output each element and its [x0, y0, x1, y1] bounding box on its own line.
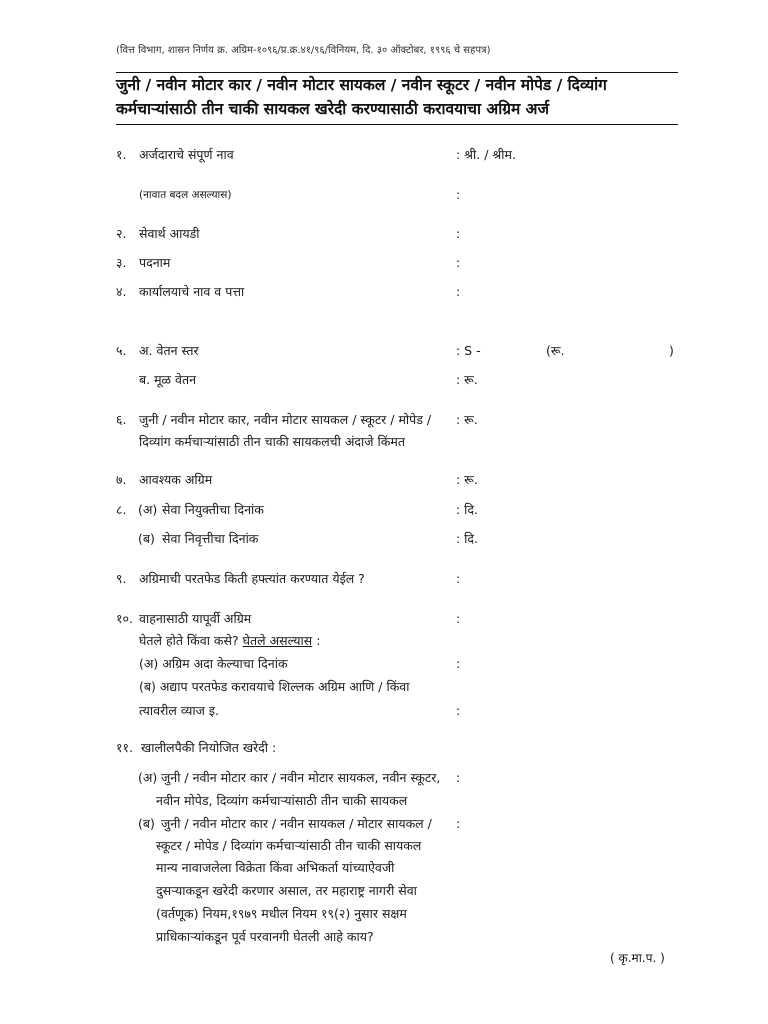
field-label: आवश्यक अग्रिम [139, 472, 213, 487]
field-label: (अ) अग्रिम अदा केल्याचा दिनांक [139, 656, 288, 671]
label-part: घेतले होते किंवा कसे? [139, 633, 239, 648]
field-label: अग्रिमाची परतफेड किती हफ्त्यांत करण्यात येईल ? [139, 571, 365, 586]
sub-marker: (अ) [138, 770, 158, 785]
item-number: ३. [116, 255, 127, 270]
field-label: प्राधिकाऱ्यांकडून पूर्व परवानगी घेतली आहे काय? [156, 929, 374, 944]
field-label: वाहनासाठी यापूर्वी अग्रिम [139, 611, 252, 626]
field-value[interactable]: : [456, 611, 461, 626]
item-number: ९. [116, 571, 127, 586]
header-note: (वित्त विभाग, शासन निर्णय क्र. अग्रिम-१०९६/प्र.क्र.४१/९६/विनियम, दि. ३० ऑक्टोबर, १९९६ चे सहपत्र) [116, 45, 491, 56]
label-underlined: घेतले असल्यास [242, 633, 313, 648]
field-label: सेवार्थ आयडी [139, 226, 200, 241]
field-label: मान्य नावाजलेला विक्रेता किंवा अभिकर्ता यांच्याऐवजी [156, 860, 395, 875]
title-bottom-rule [116, 124, 678, 125]
field-value[interactable]: : श्री. / श्रीम. [456, 147, 516, 162]
field-label: जुनी / नवीन मोटार कार / नवीन मोटार सायकल, नवीन स्कूटर, [161, 770, 441, 785]
field-label: सेवा नियुक्तीचा दिनांक [162, 502, 264, 517]
field-label: पदनाम [139, 255, 171, 270]
field-value[interactable]: : [456, 703, 461, 718]
page-continued-note: ( कृ.मा.प. ) [610, 951, 665, 965]
item-number: २. [116, 226, 127, 241]
field-label: दिव्यांग कर्मचाऱ्यांसाठी तीन चाकी सायकलची अंदाजे किंमत [139, 434, 405, 449]
form-title: जुनी / नवीन मोटार कार / नवीन मोटार सायकल / नवीन स्कूटर / नवीन मोपेड / दिव्यांग कर्मचाऱ्यांसाठी तीन चाकी सायकल खरेदी करण्यासाठी करावयाचा अग्रिम अर्ज [116, 76, 607, 118]
field-label [139, 632, 469, 650]
field-label: (वर्तणूक) नियम,१९७९ मधील नियम १९(२) नुसार सक्षम [156, 906, 407, 921]
field-value[interactable]: : [456, 226, 461, 241]
field-value[interactable]: : [456, 656, 461, 671]
field-label: अर्जदाराचे संपूर्ण नाव [139, 147, 234, 162]
sub-marker: (अ) [138, 502, 158, 517]
field-label: जुनी / नवीन मोटार कार / नवीन सायकल / मोटार सायकल / [161, 816, 432, 831]
field-label: दुसऱ्याकडून खरेदी करणार असाल, तर महाराष्ट्र नागरी सेवा [156, 883, 417, 898]
item-number: ८. [116, 502, 127, 517]
field-label: जुनी / नवीन मोटार कार, नवीन मोटार सायकल / स्कूटर / मोपेड / [139, 412, 432, 427]
pay-amount-close: ) [669, 343, 674, 358]
field-label: (नावात बदल असल्यास) [139, 189, 232, 201]
field-value[interactable]: : [456, 770, 461, 785]
item-number: ७. [116, 472, 127, 487]
item-number: ६. [116, 412, 127, 427]
label-colon: : [312, 633, 321, 648]
field-value[interactable]: : दि. [456, 502, 479, 517]
field-label: कार्यालयाचे नाव व पत्ता [139, 284, 245, 299]
field-label: नवीन मोपेड, दिव्यांग कर्मचाऱ्यांसाठी तीन चाकी सायकल [156, 793, 408, 808]
field-label: ब. मूळ वेतन [139, 372, 197, 387]
item-number: १०. [116, 611, 133, 626]
sub-marker: (ब) [138, 531, 155, 546]
field-value[interactable]: : रू. [456, 472, 478, 487]
field-label: अ. वेतन स्तर [139, 343, 199, 358]
field-label: खालीलपैकी नियोजित खरेदी : [141, 740, 277, 755]
field-label: (ब) अद्याप परतफेड करावयाचे शिल्लक अग्रिम आणि / किंवा [139, 679, 410, 694]
field-label: स्कूटर / मोपेड / दिव्यांग कर्मचाऱ्यांसाठी तीन चाकी सायकल [156, 838, 422, 853]
field-value[interactable]: : [456, 816, 461, 831]
field-value[interactable]: : [456, 187, 461, 202]
field-value[interactable]: : [456, 255, 461, 270]
field-value[interactable]: : [456, 284, 461, 299]
pay-amount-open: (रू. [546, 343, 565, 358]
field-value[interactable]: : [456, 571, 461, 586]
item-number: ४. [116, 284, 127, 299]
item-number: ५. [116, 343, 127, 358]
item-number: १. [116, 147, 127, 162]
item-number: ११. [116, 740, 133, 755]
field-value[interactable]: : रू. [456, 372, 478, 387]
field-value[interactable]: : S - [456, 343, 481, 358]
field-label: सेवा निवृत्तीचा दिनांक [162, 531, 259, 546]
sub-marker: (ब) [138, 816, 155, 831]
field-label: त्यावरील व्याज इ. [139, 703, 219, 718]
field-value[interactable]: : रू. [456, 412, 478, 427]
field-value[interactable]: : दि. [456, 531, 479, 546]
